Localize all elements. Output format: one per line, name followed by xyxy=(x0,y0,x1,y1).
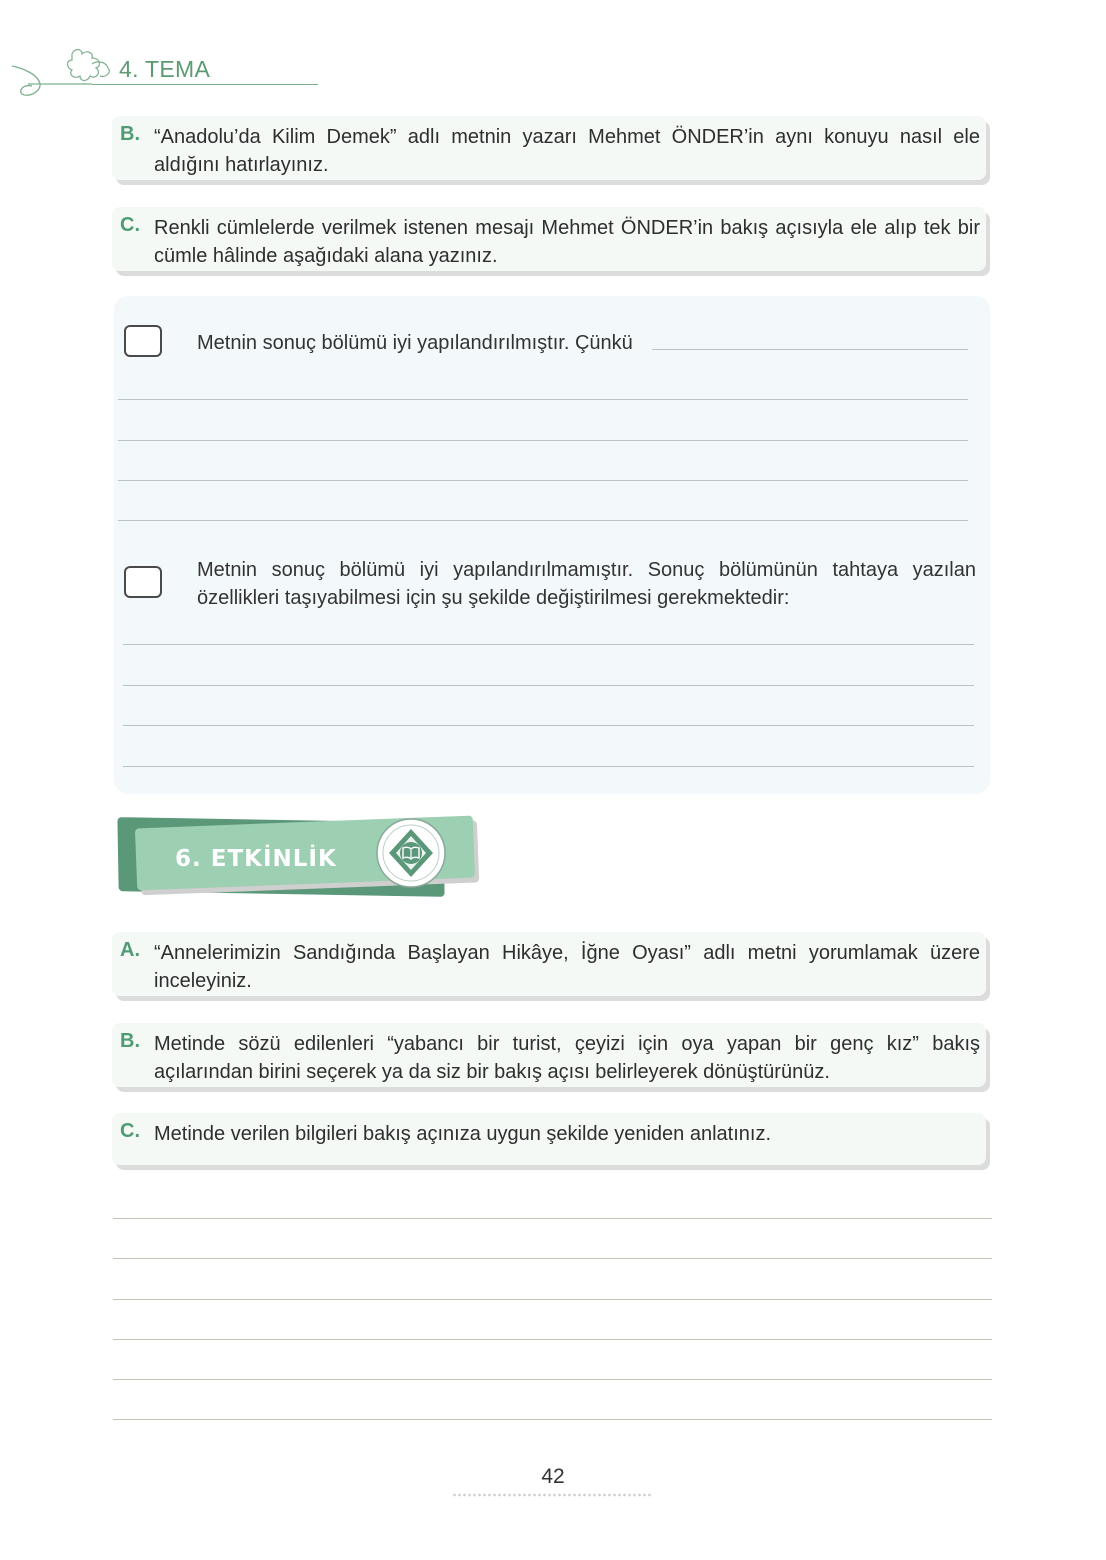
instruction-card-c xyxy=(112,207,986,271)
writing-line[interactable] xyxy=(113,1299,992,1300)
theme-rule xyxy=(92,84,318,85)
answer-line[interactable] xyxy=(118,520,968,521)
writing-line[interactable] xyxy=(113,1339,992,1340)
card-text: “Anadolu’da Kilim Demek” adlı metnin yazarı Mehmet ÖNDER’in aynı konuyu nasıl ele aldığını hatırlayınız. xyxy=(154,126,980,176)
activity-title: 6. ETKİNLİK xyxy=(175,846,337,872)
option-checkbox-1[interactable] xyxy=(124,325,162,357)
answer-line[interactable] xyxy=(123,766,974,767)
instruction-card-a xyxy=(112,932,986,996)
answer-line[interactable] xyxy=(118,440,968,441)
card-letter: C. xyxy=(120,1120,140,1142)
card-text: “Annelerimizin Sandığında Başlayan Hikâye, İğne Oyası” adlı metni yorumlamak üzere inceleyiniz. xyxy=(154,942,980,992)
card-text: Renkli cümlelerde verilmek istenen mesajı Mehmet ÖNDER’in bakış açısıyla ele alıp tek bir cümle hâlinde aşağıdaki alana yazınız. xyxy=(154,217,980,267)
answer-line[interactable] xyxy=(118,480,968,481)
card-letter: A. xyxy=(120,939,140,961)
answer-line[interactable] xyxy=(123,725,974,726)
card-letter: B. xyxy=(120,1030,140,1052)
answer-line[interactable] xyxy=(118,399,968,400)
answer-line[interactable] xyxy=(123,644,974,645)
instruction-card-b xyxy=(112,116,986,180)
answer-line[interactable] xyxy=(652,349,968,350)
card-text: Metinde sözü edilenleri “yabancı bir turist, çeyizi için oya yapan bir genç kız” bakış açılarından birini seçerek ya da siz bir bakış açısı belirleyerek dönüştürünüz. xyxy=(154,1033,980,1083)
open-book-icon xyxy=(372,817,450,889)
writing-line[interactable] xyxy=(113,1258,992,1259)
answer-line[interactable] xyxy=(123,685,974,686)
answer-panel xyxy=(114,296,990,794)
page-number-dots xyxy=(452,1492,652,1498)
writing-line[interactable] xyxy=(113,1419,992,1420)
writing-line[interactable] xyxy=(113,1379,992,1380)
option-checkbox-2[interactable] xyxy=(124,566,162,598)
card-text: Metinde verilen bilgileri bakış açınıza uygun şekilde yeniden anlatınız. xyxy=(154,1123,772,1145)
page-number: 42 xyxy=(541,1465,565,1488)
option-text-1: Metnin sonuç bölümü iyi yapılandırılmıştır. Çünkü xyxy=(197,332,633,354)
theme-decoration-icon xyxy=(8,44,120,102)
instruction-card-b2 xyxy=(112,1023,986,1087)
instruction-card-c2 xyxy=(112,1113,986,1165)
card-letter: B. xyxy=(120,123,140,145)
option-text-2: Metnin sonuç bölümü iyi yapılandırılmamıştır. Sonuç bölümünün tahtaya yazılan özellikleri taşıyabilmesi için şu şekilde değiştirilmesi gerekmektedir: xyxy=(197,559,976,609)
card-letter: C. xyxy=(120,214,140,236)
theme-title: 4. TEMA xyxy=(119,56,211,82)
writing-line[interactable] xyxy=(113,1218,992,1219)
